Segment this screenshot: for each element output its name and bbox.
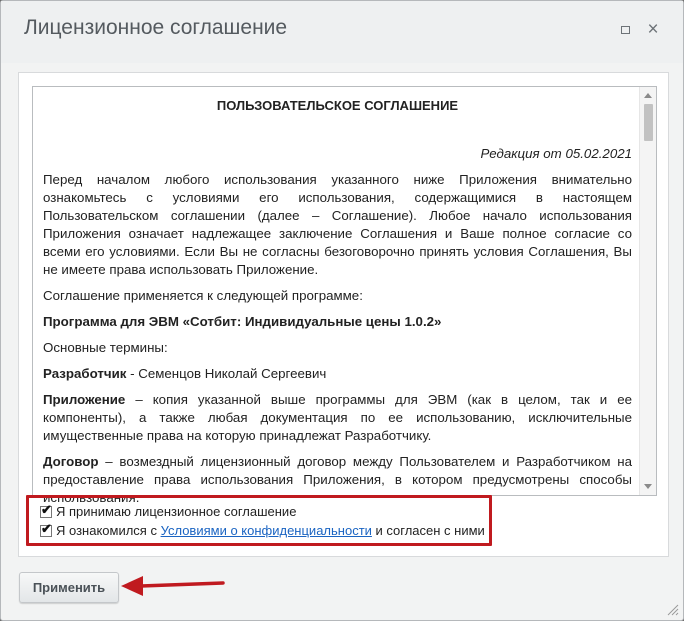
scroll-up-icon[interactable] — [644, 93, 652, 98]
pointer-arrow — [119, 575, 227, 599]
content-panel — [18, 72, 669, 557]
agreement-edition: Редакция от 05.02.2021 — [480, 146, 632, 161]
scroll-thumb[interactable] — [644, 104, 653, 141]
close-icon[interactable]: × — [647, 19, 659, 40]
agreement-scrollbar[interactable] — [639, 87, 656, 495]
agreement-text-frame[interactable] — [32, 86, 657, 505]
checkbox-highlight-frame — [26, 495, 492, 546]
resize-grip-icon[interactable] — [667, 604, 679, 616]
dialog-titlebar[interactable] — [1, 1, 683, 63]
agreement-terms-heading: Основные термины: — [43, 340, 168, 355]
term-contract: Договор – возмездный лицензионный договор между Пользователем и Разработчиком на предоставление права использования Приложения, в котором предусмотрены способы использования. — [43, 454, 632, 505]
accept-license-label[interactable]: Я принимаю лицензионное соглашение — [56, 504, 297, 519]
checkmark-icon: ✔ — [41, 501, 52, 517]
agreement-intro: Перед началом любого использования указанного ниже Приложения внимательно ознакомьтесь с условиями его использования, содержащимися в настоящем Пользовательском соглашении (далее – Соглашение). Любое начало использования Приложения означает надлежащее заключение Соглашения и Ваше полное согласие со всеми его условиями. Если Вы не согласны безоговорочно принять условия Соглашения, Вы не имеете права использовать Приложение. — [43, 172, 632, 277]
maximize-icon[interactable] — [617, 21, 635, 39]
checkmark-icon: ✔ — [41, 520, 52, 536]
privacy-prefix: Я ознакомился с — [56, 523, 161, 538]
apply-button[interactable]: Применить — [19, 572, 119, 603]
privacy-suffix: и согласен с ними — [371, 523, 485, 538]
term-developer: Разработчик - Семенцов Николай Сергеевич — [43, 366, 327, 381]
agreement-text — [43, 87, 632, 515]
scroll-down-icon[interactable] — [644, 484, 652, 489]
agreement-applies-to: Соглашение применяется к следующей программе: — [43, 288, 363, 303]
agreement-title: ПОЛЬЗОВАТЕЛЬСКОЕ СОГЛАШЕНИЕ — [216, 98, 459, 113]
dialog-title: Лицензионное соглашение — [24, 16, 288, 39]
privacy-terms-link[interactable]: Условиями о конфиденциальности — [160, 523, 372, 538]
agreement-program: Программа для ЭВМ «Сотбит: Индивидуальные цены 1.0.2» — [43, 314, 442, 329]
term-application: Приложение – копия указанной выше программы для ЭВМ (как в целом, так и ее компоненты), а также любая документация по ее использованию, исключительные имущественные права на которую принадлежат Разработчику. — [43, 392, 632, 443]
